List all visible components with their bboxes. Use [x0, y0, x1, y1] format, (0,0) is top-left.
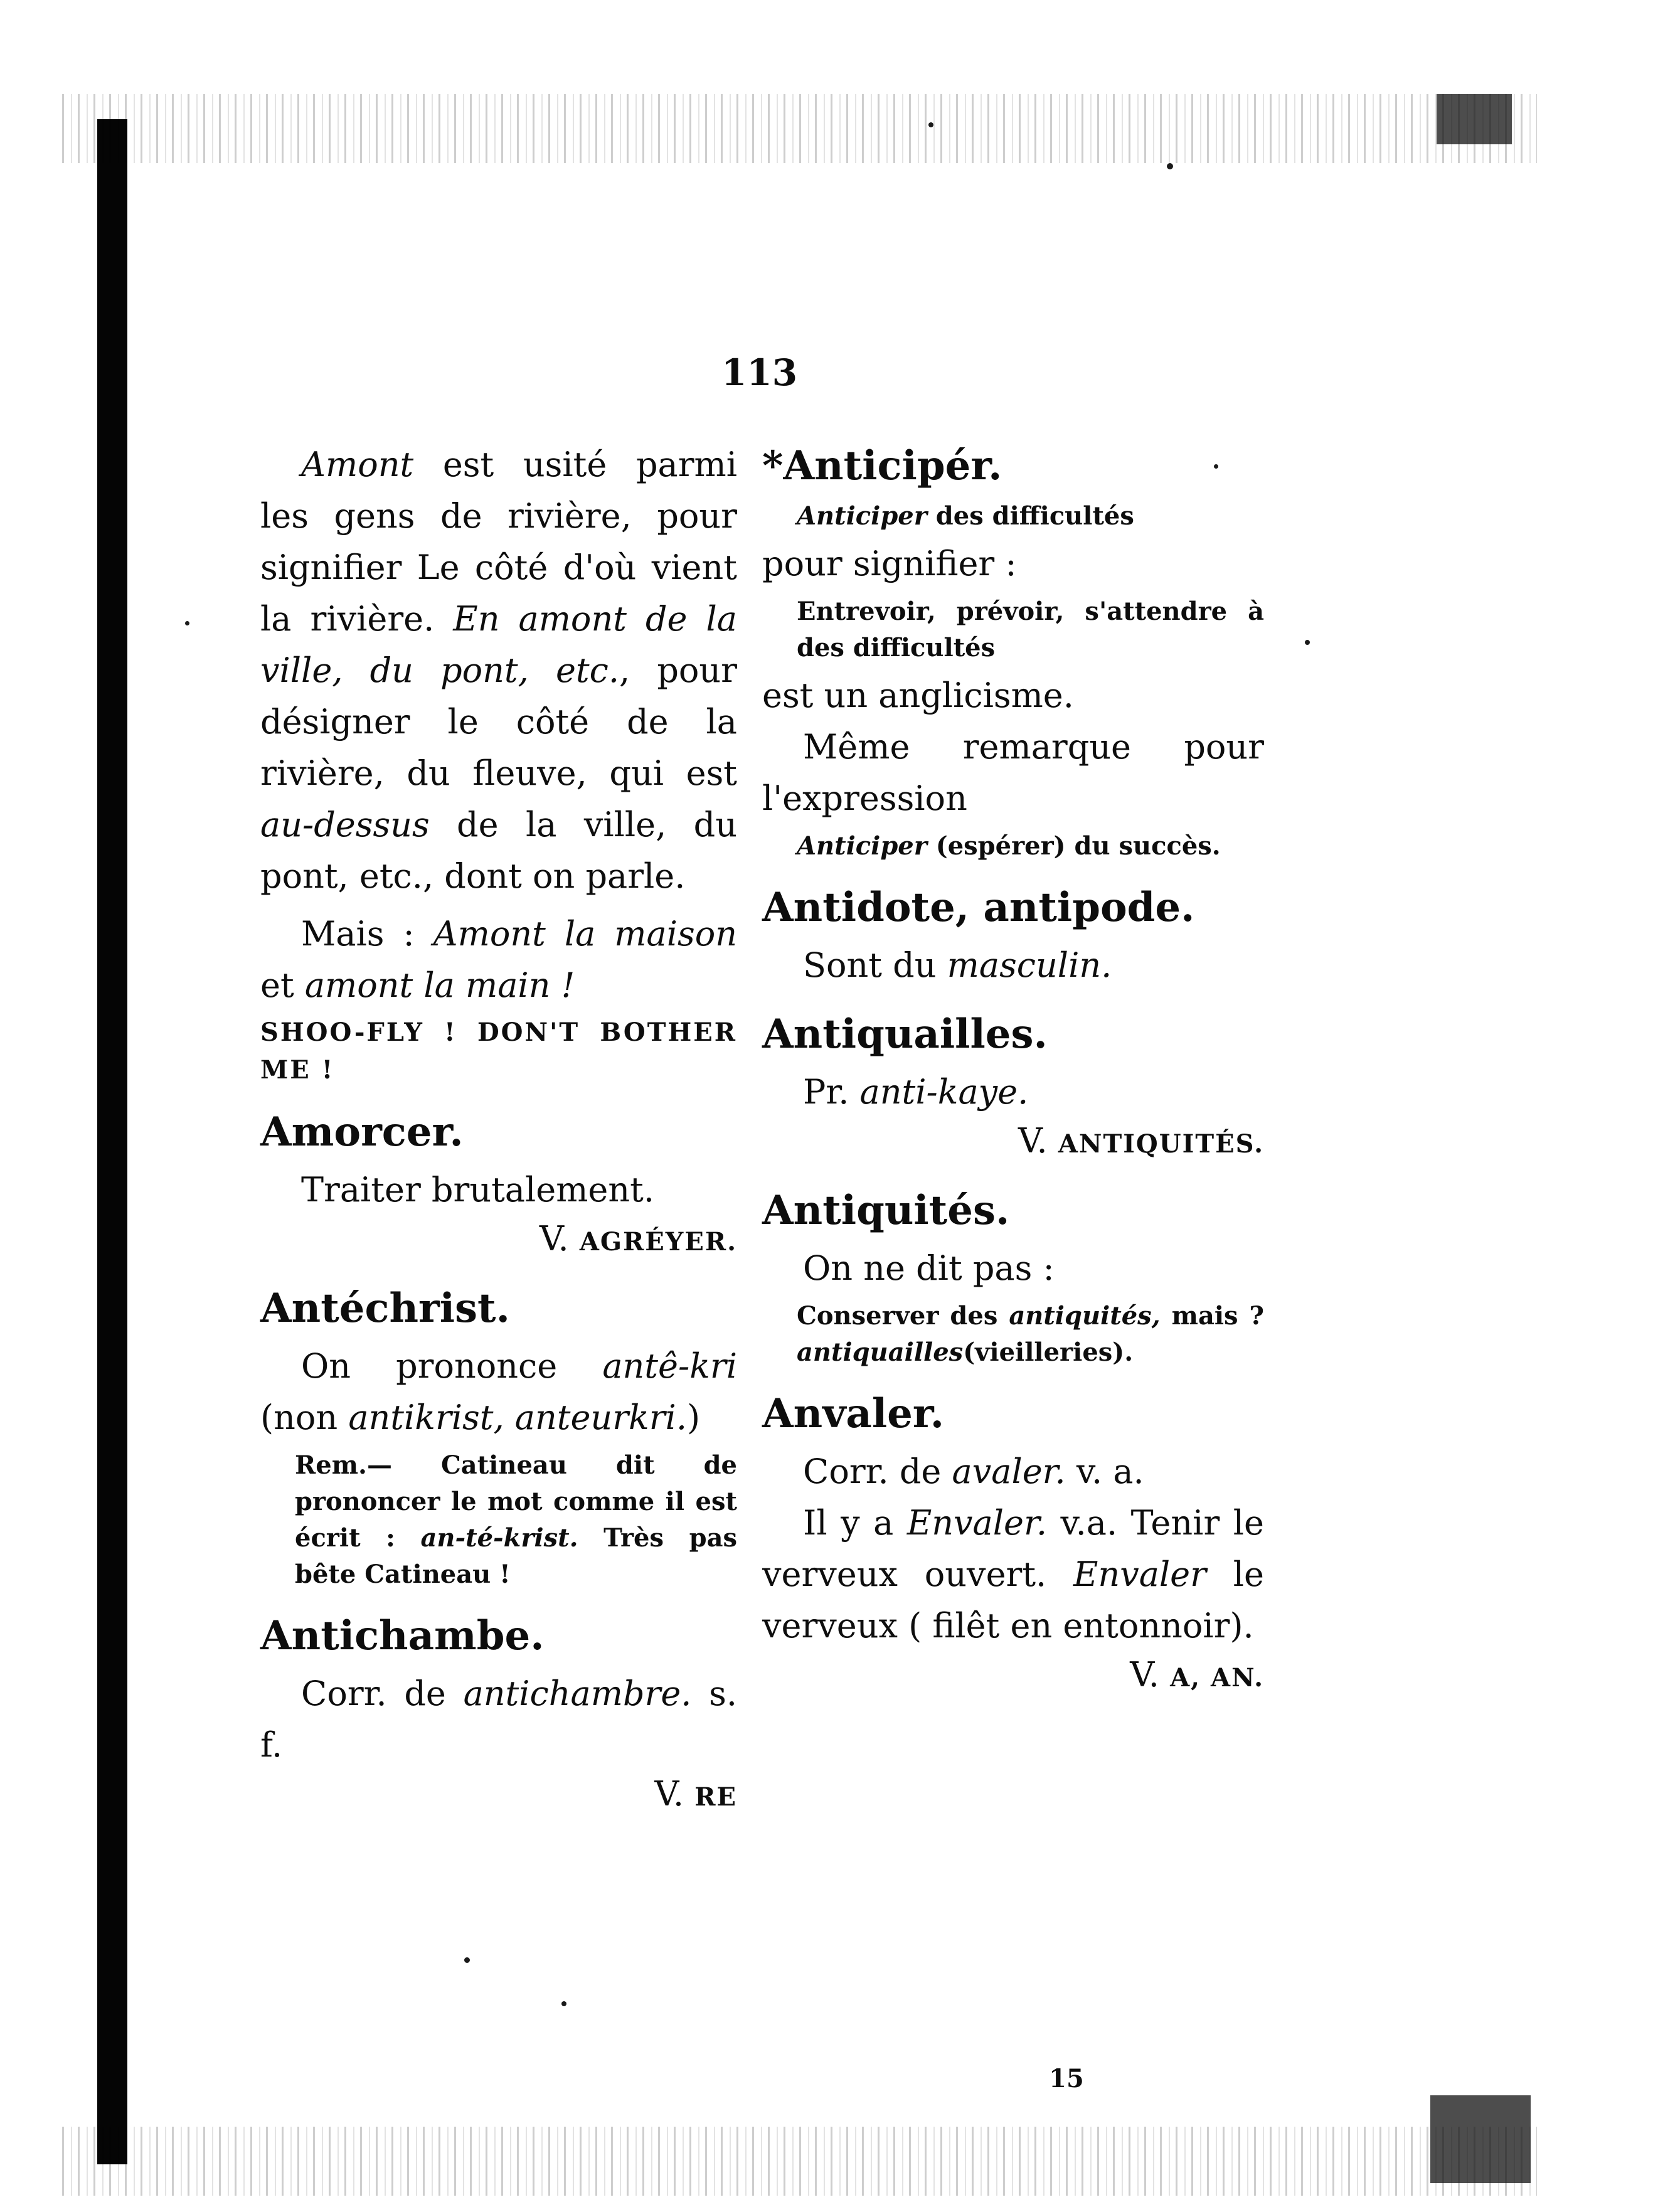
headword-antichambe: Antichambe. — [260, 1612, 545, 1659]
text-run: Pr. — [803, 1072, 860, 1112]
antichambe-xref — [260, 1771, 737, 1821]
anvaler-note — [762, 1497, 1264, 1652]
anticiper-example-3 — [762, 828, 1264, 864]
italic-term: Anticiper — [797, 831, 927, 861]
text-run: ) — [687, 1398, 701, 1437]
italic-term: antê-kri — [602, 1346, 737, 1386]
italic-term: anti-kaye. — [859, 1072, 1029, 1112]
italic-term: antikrist, anteurkri. — [348, 1398, 687, 1437]
speck — [561, 2001, 566, 2006]
text-run: Mais : — [301, 914, 433, 954]
text-run: (espérer) du succès. — [927, 831, 1221, 861]
antidote-definition — [762, 940, 1264, 991]
text-run: est usité parmi les gens de rivière, pour signifier Le côté d'où vient la rivière. — [260, 445, 737, 639]
text-run: des difficultés — [927, 501, 1134, 531]
text-run: Il y a — [803, 1503, 907, 1543]
amorcer-definition: Traiter brutalement. — [301, 1170, 655, 1210]
anticiper-example-1 — [762, 498, 1264, 534]
text-run: Corr. de — [301, 1674, 464, 1713]
italic-term: masculin. — [947, 945, 1112, 985]
headword-amorcer: Amorcer. — [260, 1109, 464, 1156]
speck — [185, 621, 189, 625]
italic-term: amont la main ! — [304, 965, 575, 1005]
italic-term: Amont — [301, 445, 414, 484]
anticiper-text-2: est un anglicisme. — [762, 676, 1074, 715]
anticiper-text-3: Même remarque pour l'expression — [762, 727, 1264, 818]
headword-antidote: Antidote, antipode. — [762, 884, 1195, 931]
amont-paragraph — [260, 439, 737, 902]
bottom-right-blot — [1430, 2095, 1531, 2183]
top-scan-noise — [56, 94, 1537, 163]
text-run: et — [260, 965, 305, 1005]
speck — [928, 122, 933, 127]
italic-term: an-té-krist. — [420, 1523, 578, 1553]
italic-term: antiquités, — [1009, 1301, 1161, 1331]
page-number: 113 — [721, 351, 798, 394]
text-run: mais ? — [1160, 1301, 1264, 1331]
italic-term: En amont de la ville, du pont, etc. — [260, 599, 737, 690]
headword-anticiper: *Anticipér. — [762, 442, 1002, 489]
amont-example — [260, 908, 737, 1011]
italic-term: antichambre. — [463, 1674, 692, 1713]
xref-target: RE — [694, 1782, 737, 1812]
speck — [1305, 640, 1310, 645]
text-run: Très pas bête Catineau ! — [295, 1523, 737, 1589]
text-run: de la ville, du pont, etc., dont on parle. — [260, 805, 737, 896]
anticiper-text-1: pour signifier : — [762, 544, 1017, 583]
xref-prefix: V. — [1018, 1121, 1058, 1161]
binding-shadow — [97, 119, 127, 2164]
anticiper-example-2: Entrevoir, prévoir, s'attendre à des difficultés — [797, 597, 1264, 662]
text-run: s. f. — [260, 1674, 738, 1765]
amont-caps-note: SHOO-FLY ! DON'T BOTHER ME ! — [260, 1018, 737, 1085]
antichambe-definition — [260, 1668, 737, 1771]
xref-prefix: V. — [539, 1219, 580, 1258]
antiquites-text: On ne dit pas : — [803, 1248, 1055, 1288]
text-run: (vieilleries). — [963, 1337, 1134, 1367]
antechrist-remark — [260, 1447, 737, 1593]
text-run: Conserver des — [797, 1301, 1009, 1331]
text-run: (non — [260, 1398, 349, 1437]
text-run: On prononce — [301, 1346, 603, 1386]
antiquailles-xref — [762, 1118, 1264, 1167]
text-run: Rem.— Catineau dit de prononcer le mot comme il est écrit : — [295, 1450, 737, 1553]
text-run: Sont du — [803, 945, 947, 985]
xref-target: ANTIQUITÉS. — [1058, 1129, 1264, 1159]
antiquites-example — [762, 1298, 1264, 1371]
bottom-scan-noise — [56, 2127, 1537, 2196]
amorcer-xref — [260, 1216, 737, 1265]
italic-term: Amont la maison — [433, 914, 737, 954]
antechrist-pronunciation — [260, 1341, 737, 1444]
italic-term: Envaler. — [906, 1503, 1047, 1543]
right-column — [762, 439, 1264, 1701]
text-run: , pour désigner le côté de la rivière, du fleuve, qui est — [260, 651, 737, 793]
headword-antechrist: Antéchrist. — [260, 1285, 510, 1332]
headword-anvaler: Anvaler. — [762, 1390, 944, 1437]
top-right-blot — [1437, 94, 1512, 144]
italic-term: antiquailles — [797, 1337, 964, 1367]
xref-prefix: V. — [654, 1774, 695, 1814]
anvaler-xref — [762, 1652, 1264, 1701]
text-run: v. a. — [1065, 1452, 1144, 1491]
signature-mark: 15 — [1049, 2064, 1084, 2093]
anvaler-definition — [762, 1446, 1264, 1497]
italic-term: Anticiper — [797, 501, 927, 531]
headword-antiquites: Antiquités. — [762, 1187, 1010, 1234]
text-run: Corr. de — [803, 1452, 952, 1491]
antiquailles-pronunciation — [762, 1066, 1264, 1118]
left-column — [260, 439, 737, 1821]
italic-term: avaler. — [952, 1452, 1066, 1491]
text-run: le verveux ( filêt en entonnoir). — [762, 1555, 1264, 1646]
speck — [1167, 163, 1173, 169]
xref-target: A, AN. — [1170, 1663, 1264, 1693]
xref-prefix: V. — [1130, 1655, 1171, 1694]
speck — [464, 1957, 470, 1963]
text-run: v.a. Tenir le verveux ouvert. — [762, 1503, 1264, 1594]
headword-antiquailles: Antiquailles. — [762, 1011, 1048, 1058]
italic-term: Envaler — [1073, 1555, 1206, 1594]
italic-term: au-dessus — [260, 805, 430, 844]
xref-target: AGRÉYER. — [579, 1227, 737, 1257]
